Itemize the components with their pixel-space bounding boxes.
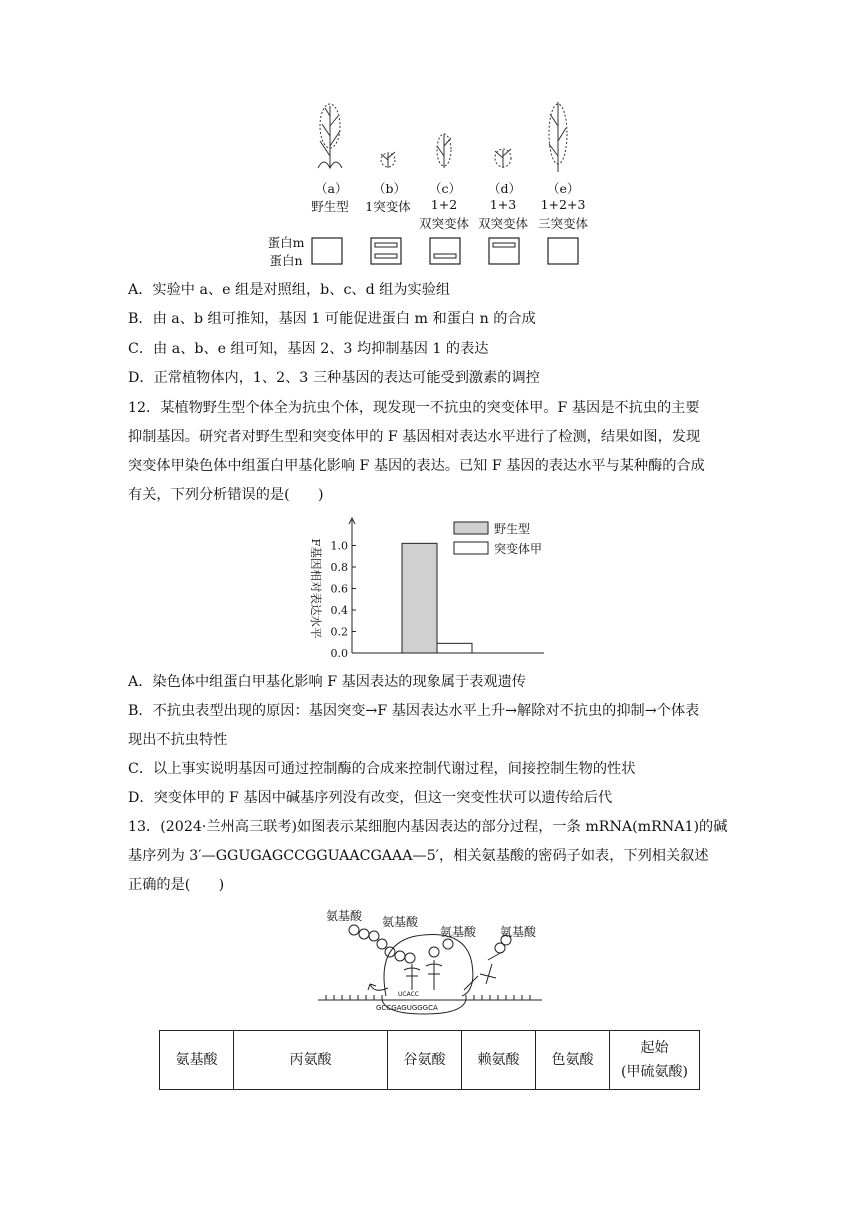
legend-label-1: 突变体甲	[494, 542, 543, 556]
plant-a-illustration	[318, 104, 342, 168]
plant-mutant-figure	[260, 96, 600, 276]
gel-box-b	[371, 238, 401, 264]
gel-box-d	[489, 238, 519, 264]
table-cell-start-line-2: (甲硫氨酸)	[621, 1064, 688, 1080]
q11-option-d: D．正常植物体内，1、2、3 三种基因的表达可能受到激素的调控	[128, 370, 540, 386]
ribosome-illustration	[316, 904, 546, 1024]
table-cell-start	[610, 1031, 700, 1090]
band-m-1	[375, 243, 397, 247]
band-n-1	[375, 254, 397, 258]
gel-box-e	[548, 238, 578, 264]
group-b-name: 1突变体	[365, 199, 411, 214]
group-c-name: 双突变体	[418, 216, 469, 231]
q12-option-c: C．以上事实说明基因可通过控制酶的合成来控制代谢过程，间接控制生物的性状	[128, 761, 636, 777]
gel-box-a	[312, 238, 342, 264]
y-tick-label-0: 0.0	[330, 647, 348, 660]
q12-option-a: A．染色体中组蛋白甲基化影响 F 基因表达的现象属于表观遗传	[128, 674, 526, 690]
codon-table	[159, 1030, 700, 1090]
figure-amino-acid-label-3: 氨基酸	[440, 925, 477, 939]
protein-n-label: 蛋白n	[269, 253, 303, 268]
table-cell-start-line-1: 起始	[640, 1040, 669, 1056]
table-cell-lysine: 赖氨酸	[462, 1031, 536, 1090]
plant-b-illustration	[381, 152, 395, 168]
q12-stem-line-2: 抑制基因。研究者对野生型和突变体甲的 F 基因相对表达水平进行了检测，结果如图，发现	[128, 429, 701, 445]
figure-amino-acid-label-1: 氨基酸	[326, 909, 363, 923]
q12-option-b: B．不抗虫表型出现的原因：基因突变→F 基因表达水平上升→解除对不抗虫的抑制→个体表	[128, 703, 700, 719]
q11-option-c: C．由 a、b、e 组可知，基因 2、3 均抑制基因 1 的表达	[128, 341, 489, 357]
legend-label-0: 野生型	[494, 522, 531, 536]
group-e-name: 三突变体	[537, 216, 588, 231]
table-row	[160, 1031, 700, 1090]
y-tick-label-4: 0.8	[330, 561, 348, 574]
q11-option-a: A．实验中 a、e 组是对照组，b、c、d 组为实验组	[128, 282, 451, 298]
band-m-3	[493, 243, 515, 247]
f-gene-expression-chart	[300, 516, 560, 666]
table-cell-alanine: 丙氨酸	[234, 1031, 388, 1090]
group-b-letter: （b）	[373, 181, 407, 196]
group-c-genes: 1+2	[430, 197, 458, 212]
legend-swatch-1	[454, 542, 488, 554]
table-cell-tryptophan: 色氨酸	[536, 1031, 610, 1090]
y-axis-label: F基因相对表达水平	[309, 538, 323, 639]
table-row-header: 氨基酸	[160, 1031, 234, 1090]
table-cell-glutamate: 谷氨酸	[388, 1031, 462, 1090]
q13-stem-line-2: 基序列为 3′—GGUGAGCCGGUAACGAAA—5′，相关氨基酸的密码子如表，下列相关叙述	[128, 848, 709, 864]
q13-stem-line-1: 13．(2024·兰州高三联考)如图表示某细胞内基因表达的部分过程，一条 mRNA(mRNA1)的碱	[128, 819, 728, 835]
q12-stem-line-3: 突变体甲染色体中组蛋白甲基化影响 F 基因的表达。已知 F 基因的表达水平与某种酶的合成	[128, 458, 705, 474]
bar-1	[437, 643, 472, 653]
translation-figure	[316, 904, 546, 1024]
bar-0	[402, 543, 437, 653]
figure-amino-acid-label-4: 氨基酸	[500, 925, 537, 939]
group-d-name: 双突变体	[477, 216, 528, 231]
q13-stem-line-3: 正确的是( )	[128, 877, 225, 893]
group-d-letter: （d）	[488, 181, 522, 196]
q11-option-b: B．由 a、b 组可推知，基因 1 可能促进蛋白 m 和蛋白 n 的合成	[128, 311, 536, 327]
y-tick-label-1: 0.2	[330, 625, 348, 639]
legend-swatch-0	[454, 522, 488, 534]
y-tick-label-2: 0.4	[330, 604, 348, 617]
y-tick-label-5: 1.0	[330, 539, 348, 553]
anticodon-text: UCACC	[398, 991, 419, 998]
group-a-name: 野生型	[311, 199, 349, 214]
chart-svg	[300, 516, 560, 666]
q12-stem-line-4: 有关，下列分析错误的是( )	[128, 487, 324, 503]
group-c-letter: （c）	[429, 181, 462, 196]
q12-option-d: D．突变体甲的 F 基因中碱基序列没有改变，但这一突变性状可以遗传给后代	[128, 790, 613, 806]
q12-stem-line-1: 12．某植物野生型个体全为抗虫个体，现发现一不抗虫的突变体甲。F 基因是不抗虫的主要	[128, 400, 700, 416]
plant-d-illustration	[495, 149, 511, 168]
gel-box-c	[430, 238, 460, 264]
group-e-letter: （e）	[547, 181, 580, 196]
plant-e-illustration	[549, 102, 567, 172]
band-n-2	[434, 254, 456, 258]
mrna-ticks	[326, 995, 530, 1000]
y-tick-label-3: 0.6	[330, 582, 348, 596]
plant-c-illustration	[437, 134, 451, 168]
gel-boxes	[312, 238, 578, 264]
figure-amino-acid-label-2: 氨基酸	[382, 915, 419, 929]
group-e-genes: 1+2+3	[540, 197, 586, 212]
q12-option-b-cont: 现出不抗虫特性	[128, 732, 228, 748]
group-d-genes: 1+3	[489, 197, 517, 212]
group-a-letter: （a）	[315, 181, 348, 196]
mrna-sequence-text: GCCGAGUGGGCA	[376, 1004, 438, 1012]
protein-m-label: 蛋白m	[267, 235, 305, 250]
